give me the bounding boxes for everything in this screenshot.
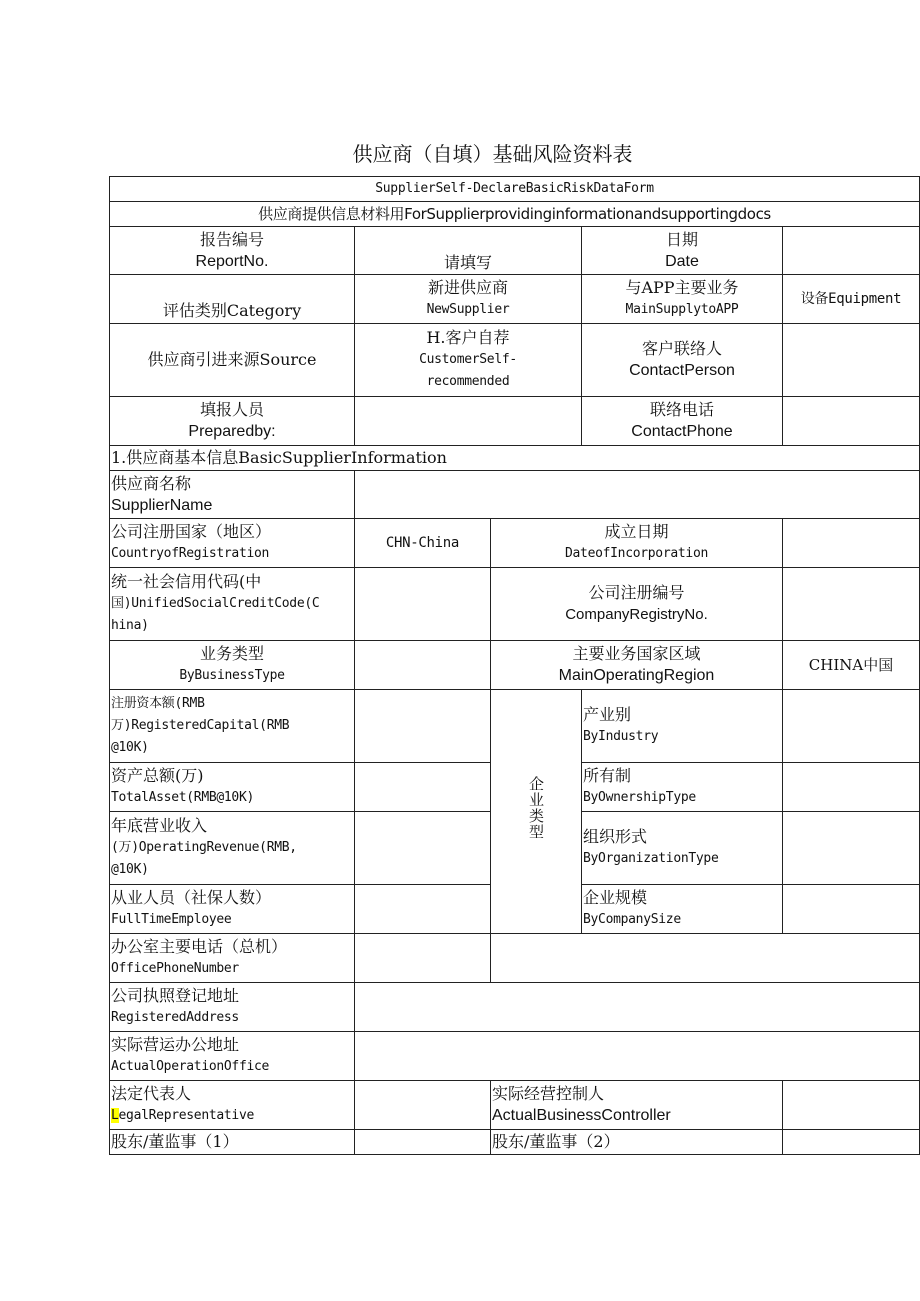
- country-label: 公司注册国家（地区） CountryofRegistration: [110, 519, 355, 568]
- source-label: 供应商引进来源Source: [110, 324, 355, 397]
- office-phone-value[interactable]: [355, 934, 491, 983]
- page-title: 供应商（自填）基础风险资料表: [352, 142, 633, 166]
- shareholder-1-label: 股东/董监事（1）: [110, 1130, 355, 1155]
- total-asset-label: 资产总额(万) TotalAsset(RMB@10K): [110, 763, 355, 812]
- business-type-value[interactable]: [355, 641, 491, 690]
- category-main-supply[interactable]: 与APP主要业务 MainSupplytoAPP: [582, 275, 783, 324]
- registered-address-label: 公司执照登记地址 RegisteredAddress: [110, 983, 355, 1032]
- shareholder-1-value[interactable]: [355, 1130, 491, 1155]
- report-no-label: 报告编号 ReportNo.: [110, 227, 355, 275]
- ownership-value[interactable]: [783, 763, 920, 812]
- operation-office-value[interactable]: [355, 1032, 920, 1081]
- shareholder-2-value[interactable]: [783, 1130, 920, 1155]
- contact-phone-value[interactable]: [783, 397, 920, 446]
- office-phone-blank: [491, 934, 920, 983]
- supplier-name-value[interactable]: [355, 471, 920, 519]
- company-size-label: 企业规模 ByCompanySize: [582, 885, 783, 934]
- report-no-value[interactable]: 请填写: [355, 227, 582, 275]
- category-equipment[interactable]: 设备Equipment: [783, 275, 920, 324]
- industry-value[interactable]: [783, 690, 920, 763]
- operating-revenue-label: 年底营业收入 (万)OperatingRevenue(RMB, @10K): [110, 812, 355, 885]
- ownership-label: 所有制 ByOwnershipType: [582, 763, 783, 812]
- company-size-value[interactable]: [783, 885, 920, 934]
- uscc-label: 统一社会信用代码(中 国)UnifiedSocialCreditCode(C hina): [110, 568, 355, 641]
- category-new-supplier[interactable]: 新进供应商 NewSupplier: [355, 275, 582, 324]
- section-1-heading: 1.供应商基本信息BasicSupplierInformation: [110, 446, 920, 471]
- prepared-by-label: 填报人员 Preparedby:: [110, 397, 355, 446]
- uscc-value[interactable]: [355, 568, 491, 641]
- form-subheader: 供应商提供信息材料用ForSupplierprovidinginformationandsupportingdocs: [110, 202, 920, 227]
- form-header-en: SupplierSelf-DeclareBasicRiskDataForm: [110, 177, 920, 202]
- highlight-mark: L: [111, 1108, 119, 1123]
- legal-representative-value[interactable]: [355, 1081, 491, 1130]
- total-asset-value[interactable]: [355, 763, 491, 812]
- category-label: 评估类别Category: [110, 275, 355, 324]
- organization-label: 组织形式 ByOrganizationType: [582, 812, 783, 885]
- employee-value[interactable]: [355, 885, 491, 934]
- source-option[interactable]: H.客户自荐 CustomerSelf- recommended: [355, 324, 582, 397]
- incorporation-label: 成立日期 DateofIncorporation: [491, 519, 783, 568]
- office-phone-label: 办公室主要电话（总机） OfficePhoneNumber: [110, 934, 355, 983]
- country-value[interactable]: CHN-China: [355, 519, 491, 568]
- prepared-by-value[interactable]: [355, 397, 582, 446]
- operation-office-label: 实际营运办公地址 ActualOperationOffice: [110, 1032, 355, 1081]
- registry-no-value[interactable]: [783, 568, 920, 641]
- shareholder-2-label: 股东/董监事（2）: [491, 1130, 783, 1155]
- business-controller-label: 实际经营控制人 ActualBusinessController: [491, 1081, 783, 1130]
- registered-capital-label: 注册资本额(RMB 万)RegisteredCapital(RMB @10K): [110, 690, 355, 763]
- operating-region-label: 主要业务国家区域 MainOperatingRegion: [491, 641, 783, 690]
- registered-capital-value[interactable]: [355, 690, 491, 763]
- risk-data-form: [109, 176, 920, 1155]
- organization-value[interactable]: [783, 812, 920, 885]
- contact-person-value[interactable]: [783, 324, 920, 397]
- contact-person-label: 客户联络人 ContactPerson: [582, 324, 783, 397]
- business-type-label: 业务类型 ByBusinessType: [110, 641, 355, 690]
- employee-label: 从业人员（社保人数） FullTimeEmployee: [110, 885, 355, 934]
- enterprise-type-label: 企业类型: [491, 690, 582, 934]
- registered-address-value[interactable]: [355, 983, 920, 1032]
- business-controller-value[interactable]: [783, 1081, 920, 1130]
- industry-label: 产业别 ByIndustry: [582, 690, 783, 763]
- operating-region-value[interactable]: CHINA中国: [783, 641, 920, 690]
- incorporation-value[interactable]: [783, 519, 920, 568]
- operating-revenue-value[interactable]: [355, 812, 491, 885]
- registry-no-label: 公司注册编号 CompanyRegistryNo.: [491, 568, 783, 641]
- date-value[interactable]: [783, 227, 920, 275]
- legal-representative-label: 法定代表人 LegalRepresentative: [110, 1081, 355, 1130]
- contact-phone-label: 联络电话 ContactPhone: [582, 397, 783, 446]
- date-label: 日期 Date: [582, 227, 783, 275]
- supplier-name-label: 供应商名称 SupplierName: [110, 471, 355, 519]
